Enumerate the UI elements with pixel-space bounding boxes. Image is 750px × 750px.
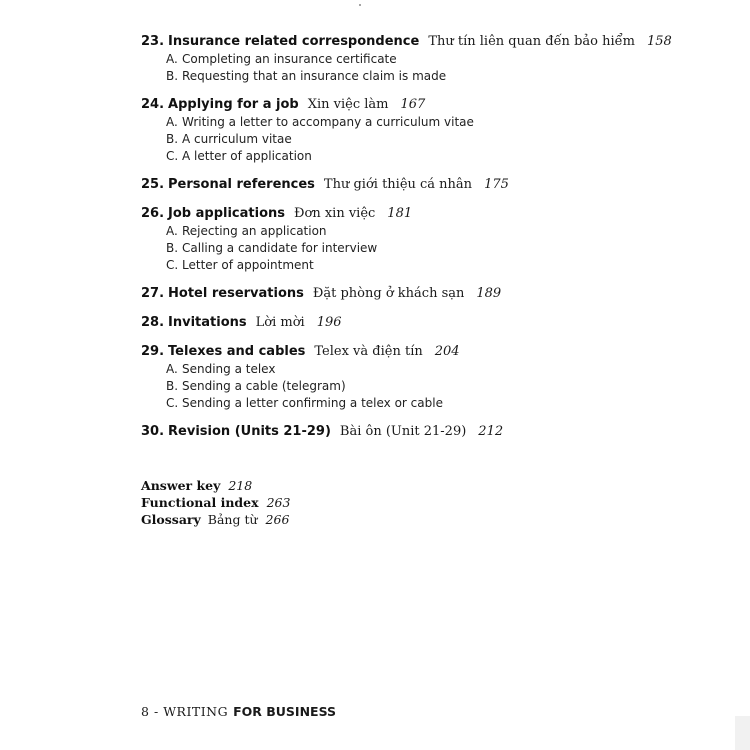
unit-page-number: 167: [400, 97, 426, 112]
subsection-letter: B.: [166, 69, 179, 83]
back-matter-label: Functional index: [141, 495, 259, 510]
footer-separator: -: [153, 704, 159, 719]
unit-heading: [141, 205, 701, 223]
subsection-letter: A.: [166, 362, 178, 376]
back-matter-list: [141, 477, 290, 528]
unit-title-vietnamese: Đặt phòng ở khách sạn: [312, 286, 465, 301]
subsection-letter: C.: [166, 258, 179, 272]
unit-title-english: Applying for a job: [168, 97, 299, 112]
unit-number: 24.: [141, 97, 165, 112]
subsection-item: [166, 378, 701, 395]
toc-unit: [141, 176, 701, 194]
unit-title-vietnamese: Bài ôn (Unit 21-29): [339, 424, 467, 439]
back-matter-page-number: 266: [265, 512, 290, 527]
unit-title-english: Job applications: [168, 206, 285, 221]
subsection-item: [166, 114, 701, 131]
subsection-text: Sending a telex: [182, 362, 276, 376]
unit-subsections: [141, 223, 701, 274]
unit-heading: [141, 176, 701, 194]
toc-unit: [141, 96, 701, 165]
back-matter-item: [141, 477, 290, 494]
unit-title-english: Personal references: [168, 177, 315, 192]
toc-unit: [141, 205, 701, 274]
subsection-text: Calling a candidate for interview: [182, 241, 378, 255]
unit-title-english: Revision (Units 21-29): [168, 424, 331, 439]
subsection-letter: A.: [166, 224, 178, 238]
subsection-item: [166, 148, 701, 165]
unit-heading: [141, 285, 701, 303]
unit-heading: [141, 96, 701, 114]
toc-unit: [141, 285, 701, 303]
unit-heading: [141, 343, 701, 361]
back-matter-label: Glossary: [141, 512, 201, 527]
unit-title-vietnamese: Telex và điện tín: [314, 344, 423, 359]
unit-heading: [141, 33, 701, 51]
scan-corner-shadow: [735, 716, 750, 750]
subsection-item: [166, 223, 701, 240]
unit-title-english: Hotel reservations: [168, 286, 304, 301]
unit-number: 30.: [141, 424, 165, 439]
scan-speck: [359, 4, 361, 6]
unit-number: 29.: [141, 344, 165, 359]
footer-series-writing: WRITING: [163, 704, 229, 719]
subsection-letter: C.: [166, 396, 179, 410]
unit-title-vietnamese: Xin việc làm: [307, 97, 389, 112]
subsection-text: Rejecting an application: [182, 224, 327, 238]
unit-title-english: Invitations: [168, 315, 247, 330]
toc-unit: [141, 423, 701, 441]
footer-page-number: 8: [141, 704, 149, 719]
subsection-text: Sending a cable (telegram): [182, 379, 346, 393]
unit-page-number: 175: [484, 177, 509, 192]
subsection-item: [166, 395, 701, 412]
unit-title-english: Telexes and cables: [168, 344, 306, 359]
subsection-item: [166, 51, 701, 68]
page-footer: [141, 704, 336, 719]
subsection-item: [166, 131, 701, 148]
footer-series-for-business: FOR BUSINESS: [233, 704, 337, 719]
back-matter-item: [141, 511, 290, 528]
subsection-item: [166, 240, 701, 257]
subsection-item: [166, 361, 701, 378]
unit-number: 26.: [141, 206, 165, 221]
unit-page-number: 158: [646, 34, 672, 49]
back-matter-page-number: 218: [228, 478, 253, 493]
subsection-text: Requesting that an insurance claim is made: [182, 69, 447, 83]
unit-title-vietnamese: Lời mời: [255, 315, 305, 330]
unit-subsections: [141, 114, 701, 165]
subsection-letter: A.: [166, 115, 178, 129]
subsection-letter: A.: [166, 52, 178, 66]
unit-heading: [141, 314, 701, 332]
toc-unit: [141, 343, 701, 412]
toc-unit: [141, 33, 701, 85]
subsection-text: A curriculum vitae: [182, 132, 292, 146]
subsection-item: [166, 68, 701, 85]
unit-number: 28.: [141, 315, 165, 330]
back-matter-vietnamese: Bảng từ: [207, 512, 258, 527]
unit-page-number: 189: [476, 286, 502, 301]
subsection-text: Completing an insurance certificate: [182, 52, 397, 66]
unit-page-number: 181: [387, 206, 413, 221]
subsection-item: [166, 257, 701, 274]
unit-number: 27.: [141, 286, 165, 301]
back-matter-label: Answer key: [141, 478, 221, 493]
unit-page-number: 204: [434, 344, 460, 359]
unit-subsections: [141, 51, 701, 85]
unit-number: 23.: [141, 34, 165, 49]
subsection-text: Letter of appointment: [182, 258, 314, 272]
subsection-letter: C.: [166, 149, 179, 163]
back-matter-item: [141, 494, 290, 511]
back-matter-page-number: 263: [266, 495, 291, 510]
subsection-text: A letter of application: [182, 149, 312, 163]
table-of-contents: [141, 33, 701, 452]
unit-title-vietnamese: Thư tín liên quan đến bảo hiểm: [428, 34, 635, 49]
unit-title-vietnamese: Đơn xin việc: [294, 206, 376, 221]
unit-number: 25.: [141, 177, 165, 192]
unit-title-vietnamese: Thư giới thiệu cá nhân: [323, 177, 473, 192]
unit-heading: [141, 423, 701, 441]
subsection-letter: B.: [166, 241, 179, 255]
unit-subsections: [141, 361, 701, 412]
toc-unit: [141, 314, 701, 332]
unit-title-english: Insurance related correspondence: [168, 34, 420, 49]
subsection-text: Sending a letter confirming a telex or cable: [182, 396, 443, 410]
unit-page-number: 196: [316, 315, 342, 330]
subsection-letter: B.: [166, 379, 179, 393]
subsection-text: Writing a letter to accompany a curriculum vitae: [182, 115, 474, 129]
subsection-letter: B.: [166, 132, 179, 146]
unit-page-number: 212: [478, 424, 504, 439]
